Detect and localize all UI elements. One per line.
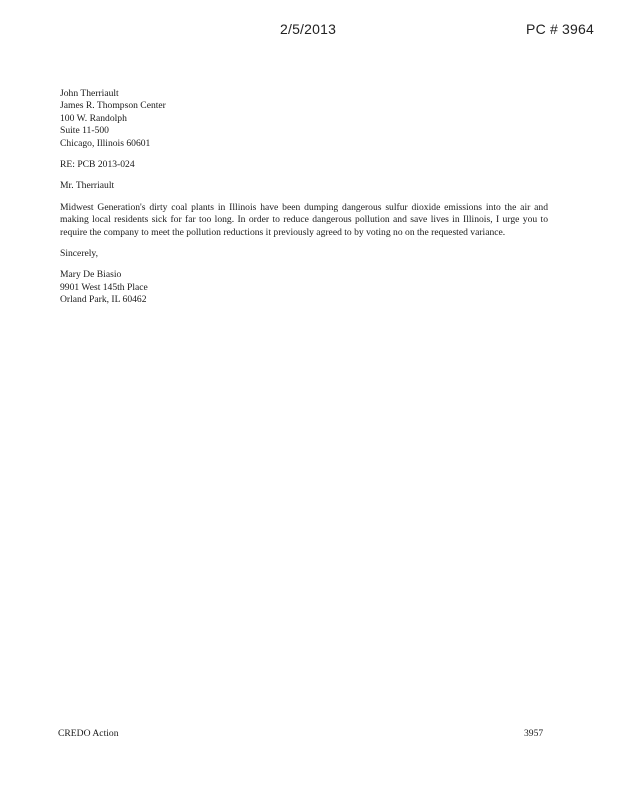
sender-line-3: Orland Park, IL 60462: [60, 294, 147, 306]
recipient-name: John Therriault: [60, 88, 119, 99]
recipient-line-5: Chicago, Illinois 60601: [60, 137, 151, 149]
salutation: Mr. Therriault: [60, 180, 115, 192]
re-line: RE: PCB 2013-024: [60, 159, 135, 171]
closing: Sincerely,: [60, 248, 99, 260]
letter-paragraph: Midwest Generation's dirty coal plants in Illinois have been dumping dangerous sulfur dioxide emissions into the air and making local residents sick for far too long. In order to reduce dangerous pollution and save lives in Illinois, I urge you to require the company to meet the pollution reductions it previously agreed to by voting no on the requested variance.: [60, 201, 548, 238]
sender-line-2: 9901 West 145th Place: [60, 281, 148, 293]
footer-source: CREDO Action: [58, 728, 119, 739]
footer-page-number: 3957: [524, 728, 544, 739]
header-date: 2/5/2013: [280, 21, 337, 37]
recipient-line-3: 100 W. Randolph: [60, 112, 127, 124]
sender-name: Mary De Biasio: [60, 269, 122, 281]
letter-body: [60, 88, 548, 307]
recipient-line-2: James R. Thompson Center: [60, 100, 166, 112]
sender-address: [60, 269, 548, 306]
header-pc-number: PC # 3964: [526, 21, 594, 37]
recipient-line-4: Suite 11-500: [60, 125, 109, 137]
recipient-address: [60, 88, 548, 150]
